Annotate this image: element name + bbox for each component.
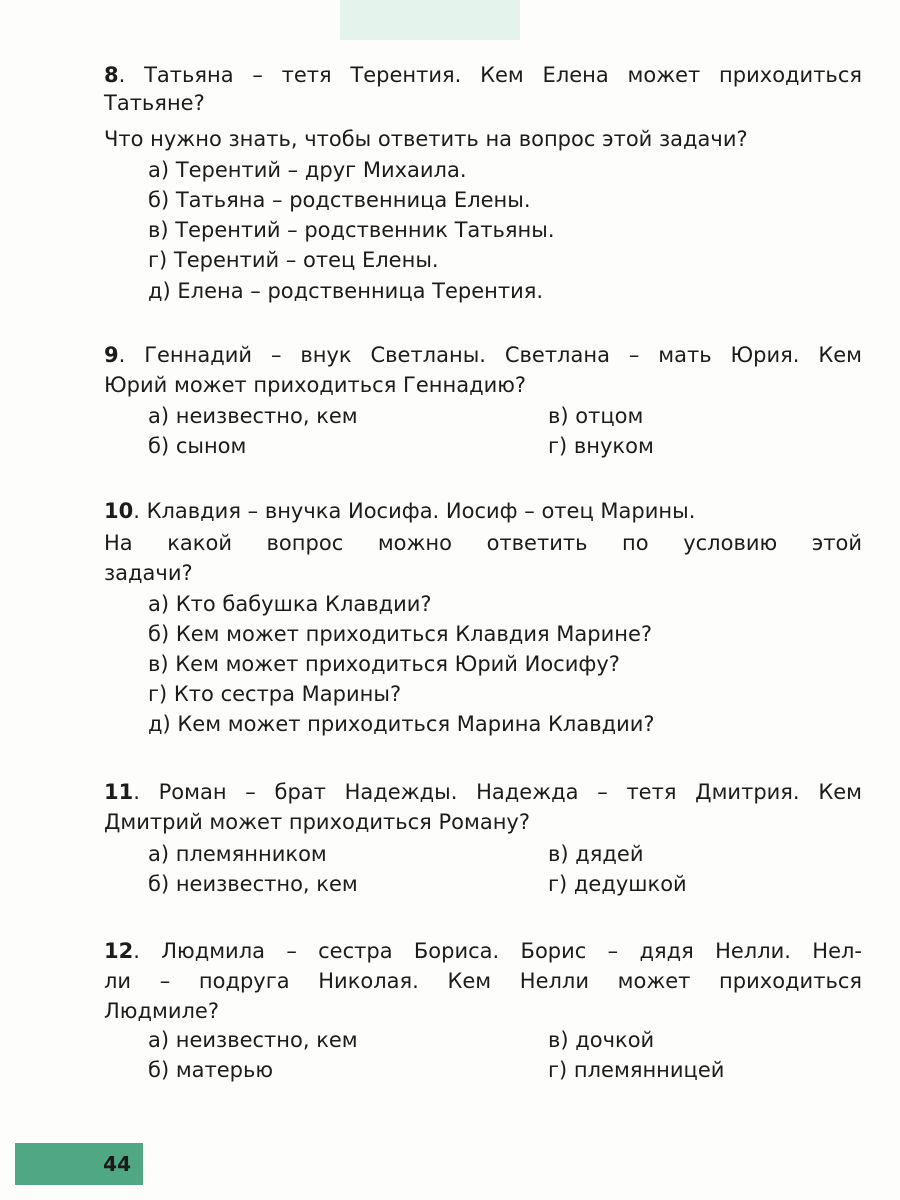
bleed-through-header (340, 0, 520, 40)
question-line (104, 777, 862, 807)
answer-option: а) Терентий – друг Михаила. (148, 158, 467, 182)
answer-option: в) отцом (548, 404, 644, 428)
answer-option: г) дедушкой (548, 872, 687, 896)
answer-option: г) внуком (548, 434, 654, 458)
question-line: задачи? (104, 561, 193, 585)
question-line: На какой вопрос можно ответить по условию этой (104, 531, 862, 555)
answer-option: г) племянницей (548, 1058, 725, 1082)
question-text: . Клавдия – внучка Иосифа. Иосиф – отец Марины. (133, 499, 696, 523)
page-number: 44 (103, 1152, 131, 1176)
answer-option: б) сыном (148, 434, 247, 458)
answer-option: в) дядей (548, 842, 644, 866)
answer-option: в) Терентий – родственник Татьяны. (148, 218, 555, 242)
answer-option: а) неизвестно, кем (148, 404, 358, 428)
question-number: 10 (104, 499, 134, 523)
answer-option: д) Елена – родственница Терентия. (148, 279, 544, 303)
answer-option: г) Терентий – отец Елены. (148, 248, 439, 272)
question-line (104, 60, 862, 90)
answer-option: д) Кем может приходиться Марина Клавдии? (148, 712, 655, 736)
question-number: 11 (104, 780, 134, 804)
answer-option: б) неизвестно, кем (148, 872, 358, 896)
page-number-bar (15, 1143, 143, 1185)
answer-option: в) дочкой (548, 1028, 655, 1052)
question-line: Татьяне? (104, 91, 205, 115)
question-line: Людмиле? (104, 999, 219, 1023)
question-line: Что нужно знать, чтобы ответить на вопрос этой задачи? (104, 127, 748, 151)
answer-option: б) матерью (148, 1058, 274, 1082)
answer-option: б) Татьяна – родственница Елены. (148, 188, 531, 212)
question-line: Дмитрий может приходиться Роману? (104, 810, 531, 834)
answer-option: б) Кем может приходиться Клавдия Марине? (148, 622, 653, 646)
question-line: ли – подруга Николая. Кем Нелли может приходиться (104, 969, 862, 993)
question-text: . Людмила – сестра Бориса. Борис – дядя Нелли. Нел- (133, 939, 862, 963)
answer-option: а) племянником (148, 842, 327, 866)
answer-option: а) Кто бабушка Клавдии? (148, 592, 432, 616)
answer-option: в) Кем может приходиться Юрий Иосифу? (148, 652, 620, 676)
answer-option: а) неизвестно, кем (148, 1028, 358, 1052)
question-line (104, 936, 862, 966)
question-text: . Геннадий – внук Светланы. Светлана – мать Юрия. Кем (118, 343, 862, 367)
question-line (104, 340, 862, 370)
question-text: . Татьяна – тетя Терентия. Кем Елена может приходиться (118, 63, 862, 87)
question-number: 8 (104, 63, 119, 87)
question-number: 12 (104, 939, 134, 963)
question-line: Юрий может приходиться Геннадию? (104, 373, 527, 397)
question-line (104, 496, 695, 526)
question-number: 9 (104, 343, 119, 367)
answer-option: г) Кто сестра Марины? (148, 682, 402, 706)
question-text: . Роман – брат Надежды. Надежда – тетя Дмитрия. Кем (133, 780, 862, 804)
